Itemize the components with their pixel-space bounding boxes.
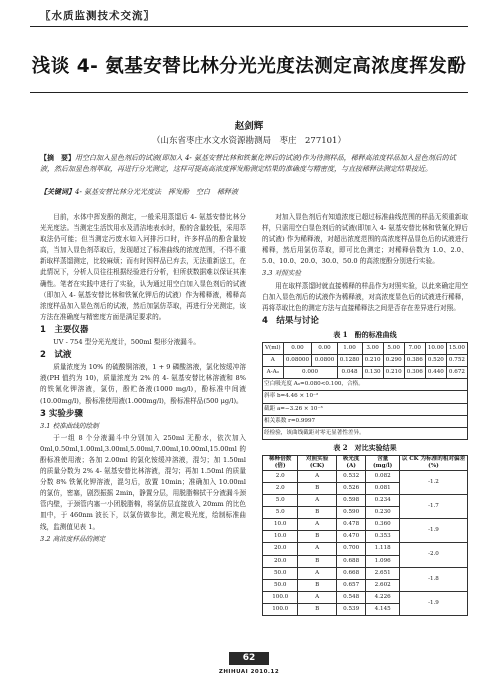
heading-instruments: 1 主要仪器 [40,324,89,335]
table-cell: 0.532 [336,470,366,482]
table-cell: -2.0 [399,543,467,567]
table-cell: 0.548 [336,591,366,603]
table-cell: 0.470 [336,531,366,543]
control-paragraph: 用在取样蒸馏时就直接稀释的样品作为对照实验，以此来确定用空白加入显色剂后的试液作为稀释液，对高浓度显色后的试液进行稀释，再将萃取比色的测定方法与直接稀释法之间是否存在差异进行对照。 [262,281,468,312]
table-cell: 50.0 [263,567,298,579]
table-row [263,403,468,415]
table-cell: 4.226 [366,591,400,603]
table-row [263,355,468,367]
table-cell: 0.048 [337,367,362,379]
table-header: 含量 (mg/l) [366,455,400,470]
table-cell: -1.7 [399,495,467,519]
table-row [263,567,468,579]
table2-caption: 表 2 对比实验结果 [333,442,397,452]
table-cell: A [298,495,336,507]
table-cell: 0.00 [312,343,337,355]
table-note: 相关系数 r=0.9997 [263,415,468,427]
table-cell: B [298,531,336,543]
table-cell: 0.752 [446,355,467,367]
table-cell: A [298,543,336,555]
table-header: 吸光度 (A) [336,455,366,470]
instruments-paragraph: UV - 754 型分光光度计，500ml 梨形分液漏斗。 [53,338,200,347]
heading-steps: 3 实验步骤 [40,408,83,419]
intro-paragraph: 目前，水体中挥发酚的测定，一般采用蒸馏后 4- 氨基安替比林分光光度法。当测定生活饮用水及清洁地表水时，酚的含量较低，采用萃取法仍可能；但当测定污废水如入河排污口时，许多样品的酚含量较高，当加入显色剂萃取后，发现超过了标准曲线的浓度范围，不得不重新取样蒸馏测定，比较麻烦；而有时因样品已弃去，无法重新送工，在此情况下，分析人员往往根据经验进行分析，但所获数据难以保证其准确性。笔者在实践中进行了实验，认为通过用空白加入显色剂后的试液（即加入 4- 氨基安替比林和铁氰化钾后的试液）作为稀释液，稀释高浓度样品加入显色剂后的试液，然后加氯仿萃取，再进行分光测定，该方法在准确度与精密度方面是满足要求的。 [40,213,246,321]
abstract-label: 【摘 要】 [40,153,75,162]
table-cell: A [263,355,284,367]
table-cell: 0.082 [366,470,400,482]
table-cell: B [298,579,336,591]
table-cell: -1.2 [399,470,467,494]
table-cell: 0.668 [336,567,366,579]
heading-high-conc: 3.2 高浓度样品的测定 [40,534,106,543]
table-cell: 0.1280 [337,355,362,367]
table-cell: 4.145 [366,603,400,615]
reagents-paragraph: 质量浓度为 10% 的硫酸铜溶液，1 + 9 磷酸溶液，氯化铵缓冲溶液(PH 值约为 10)，质量浓度为 2% 的 4- 氨基安替比林溶液和 8% 的铁氰化钾溶液，氯仿，酚贮备液(1000 mg/l)，酚标准中间液(10.00mg/l)，酚标准使用液(1.000mg/l)，酚标准样品(500 μg/l)。 [40,363,246,405]
table-cell: 0.306 [404,367,425,379]
table-cell: A-A₀ [263,367,284,379]
keywords-label: 【关键词】 [40,187,75,196]
table-cell: 0.700 [336,543,366,555]
table-cell: 0.688 [336,555,366,567]
abstract-text: 用空白加入显色剂后的试液(即加入 4- 氨基安替比林和铁氰化钾后的试液)作为待测样品，稀释高浓度样品加入显色剂后的试液，然后加显色剂萃取，再进行分光测定，这样可提高高浓度挥发酚测定结果的准确度与精密度，与直接稀释法测定结果接近。 [40,154,456,173]
table-row [263,591,468,603]
high-conc-paragraph: 对加入显色剂后有知道浓度已超过标准曲线范围的样品无须重新取样，只需用空白显色剂后的试液(即加入 4- 氨基安替比林和铁氰化钾后的试液) 作为稀释液，对超出浓度范围的高浓度样品显色后的试液进行稀释，然后用氯仿萃取，即可比色测定；对稀释倍数为 1.0、2.0、5.0、10.0、20.0、30.0、50.0 的高浓度酚分别进行实验。 [262,213,468,266]
table-cell: 0.672 [446,367,467,379]
top-rule [30,26,468,27]
table-cell: A [298,591,336,603]
table-cell: 10.0 [263,519,298,531]
affiliation: （山东省枣庄水文水资源勘测局 枣庄 277101） [152,136,346,146]
table-cell: 0.0800 [312,355,337,367]
table-cell: 0.08000 [283,355,312,367]
table-cell: 5.0 [263,495,298,507]
table-cell: 0.539 [336,603,366,615]
heading-control: 3.3 对照实验 [262,269,301,278]
table-cell: 0.130 [362,367,383,379]
table-cell: 0.00 [283,343,312,355]
table-cell: -1.8 [399,567,467,591]
table-cell: 0.440 [425,367,446,379]
keywords-text: 4- 氨基安替比林分光光度法 挥发酚 空白 稀释液 [75,188,239,196]
table-cell: 0.478 [336,519,366,531]
section-tag: 〖水质监测技术交流〗 [40,10,155,22]
table-header: 对照实验 (CK) [298,455,336,470]
title-rule [30,92,468,93]
table-cell: 100.0 [263,591,298,603]
table-row [263,427,468,439]
table-row [263,343,468,355]
table-cell: 20.0 [263,555,298,567]
table-row [263,470,468,482]
table-row [263,495,468,507]
table-cell: B [298,482,336,494]
table-cell: 2.0 [263,470,298,482]
table-cell: A [298,470,336,482]
calibration-paragraph: 于一组 8 个分液漏斗中分别加入 250ml 无酚水，依次加入 0ml,0.50ml,1.00ml,3.00ml,5.00ml,7.00ml,10.00ml,15.00ml 的酚标准使用液；各加 2.00ml 的氯化铵缓冲溶液，混匀；加 1.50ml 的质量分数为 2% 4- 氨基安替比林溶液，混匀；再加 1.50ml 的质量分数 8% 铁氰化钾溶液，混匀后，放置 10min；准确加入 10.00ml 的氯仿，密塞，剧烈振摇 2min，静置分层，用脱脂棉拭干分液漏斗颈管内壁，于颈管内塞一小团脱脂棉，将氯仿层直接放入 20mm 的比色皿中，于 460nm 波长下，以氯仿做参比，测定吸光度，绘制标准曲线，监测值见表 1。 [40,433,246,531]
left-column [40,212,246,546]
right-column [262,212,468,616]
author: 赵剑辉 [234,121,264,132]
journal-footer: ZHIHUAI 2010.12 [218,669,280,675]
table-row [263,519,468,531]
table-row [263,543,468,555]
table-cell: 2.602 [366,579,400,591]
table-cell: 10.00 [425,343,446,355]
table-cell: 15.00 [446,343,467,355]
abstract [40,152,458,175]
table-cell: 50.0 [263,579,298,591]
table-cell: V(ml) [263,343,284,355]
table-row [263,367,468,379]
table-cell: 0.353 [366,531,400,543]
keywords [40,187,458,197]
table-cell: 0.526 [336,482,366,494]
table-cell: 3.00 [362,343,383,355]
heading-results: 4 结果与讨论 [262,315,319,326]
table-cell: 0.657 [336,579,366,591]
table-cell: -1.9 [399,591,467,615]
table-cell: 0.590 [336,507,366,519]
table-cell: 0.210 [383,367,404,379]
table-cell: 100.0 [263,603,298,615]
table-cell: 0.234 [366,495,400,507]
table-cell: 0.386 [404,355,425,367]
table-note: 截距 a=−3.26 × 10⁻³ [263,403,468,415]
table-row [263,415,468,427]
table-cell: A [298,519,336,531]
table-cell: 0.290 [383,355,404,367]
table-cell: 0.081 [366,482,400,494]
table-cell: 1.096 [366,555,400,567]
comparison-table-body [263,470,468,615]
table-cell: 0.520 [425,355,446,367]
table-cell: 10.0 [263,531,298,543]
table-header: 以 CK 为标准的相对偏差(%) [399,455,467,470]
table-header-row [263,455,468,470]
table1-caption: 表 1 酚的标准曲线 [333,329,397,339]
table-cell: 0.360 [366,519,400,531]
table-row [263,391,468,403]
table-cell: 5.0 [263,507,298,519]
table-note: 斜率 b=4.46 × 10⁻² [263,391,468,403]
table-cell: 7.00 [404,343,425,355]
table-cell: 1.00 [337,343,362,355]
table-row [263,379,468,391]
paper-title: 浅谈 4- 氨基安替比林分光光度法测定高浓度挥发酚 [31,56,467,77]
page-number: 62 [229,652,269,665]
table-header: 稀释倍数 (倍) [263,455,298,470]
heading-reagents: 2 试液 [40,350,72,361]
table-cell: 0.230 [366,507,400,519]
table-cell: 1.118 [366,543,400,555]
table-cell: A [298,567,336,579]
table-cell: 0.210 [362,355,383,367]
table-cell: 0.598 [336,495,366,507]
table-cell: 20.0 [263,543,298,555]
table-note: 空白吸光度 A₀=0.080<0.100，合格。 [263,379,468,391]
table-cell: 2.0 [263,482,298,494]
table-cell: 0.000 [283,367,337,379]
heading-calibration: 3.1 校准曲线的绘制 [40,421,99,430]
table-note: 经检验，该曲线截距对零无显著性差异。 [263,427,468,439]
table-cell: B [298,507,336,519]
table-cell: -1.9 [399,519,467,543]
table-cell: B [298,555,336,567]
table-cell: 5.00 [383,343,404,355]
table-cell: B [298,603,336,615]
table-cell: 2.651 [366,567,400,579]
comparison-table [262,455,468,616]
calibration-table [262,342,468,440]
